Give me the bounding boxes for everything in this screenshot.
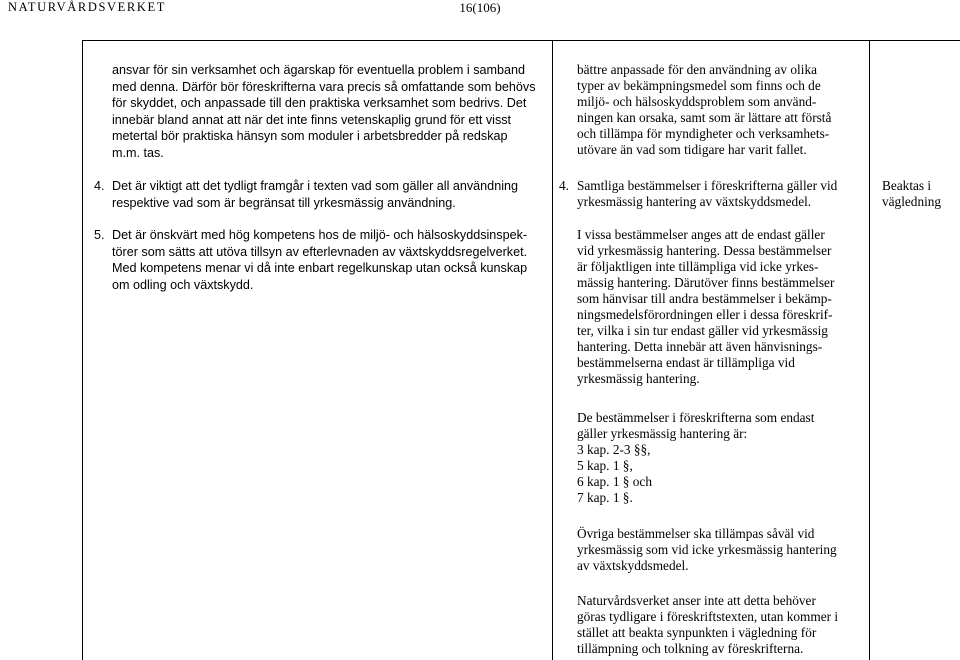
item-number: 4. (559, 178, 569, 193)
table-top-border (82, 40, 960, 41)
column-divider-1 (552, 40, 553, 660)
right-paragraph-1: I vissa bestämmelser anges att de endast gäller vid yrkesmässig hantering. Dessa bestämmelser är följaktligen inte tillämpliga vid icke yrkes- mässig hantering. Därutöver finns bestämmelser som hänvisar till andra bestämmelser i bekämp- ningsmedelsförordningen eller i dessa föreskrif- ter, vilka i sin tur endast gäller vid yrkesmässig hantering. Detta innebär att även hänvisnings- bestämmelserna endast är tillämpliga vid yrkesmässig hantering. (577, 227, 835, 386)
right-intro-paragraph: bättre anpassade för den användning av olika typer av bekämpningsmedel som finns och de miljö- och hälsoskyddsproblem som använd- ningen kan orsaka, samt som är lättare att förstå och tillämpa för myndigheter och verksamhets- utövare än vad som tidigare har varit fallet. (577, 62, 832, 157)
right-paragraph-4: Naturvårdsverket anser inte att detta behöver göras tydligare i föreskriftstexten, utan kommer i stället att beakta synpunkten i vägledning för tillämpning och tolkning av föreskrifterna. (577, 593, 839, 656)
column-divider-2 (869, 40, 870, 660)
action-note: Beaktas i vägledning (882, 178, 942, 209)
right-paragraph-2: De bestämmelser i föreskrifterna som endast gäller yrkesmässig hantering är: 3 kap. 2-3 §§, 5 kap. 1 §, 6 kap. 1 § och 7 kap. 1 §. (577, 410, 815, 505)
left-item-5: 5. Det är önskvärt med hög kompetens hos de miljö- och hälsoskyddsinspek- törer som sätts att utöva tillsyn av efterlevnaden av växtskyddsregelverket. Med kompetens menar vi då inte enbart regelkunskap utan också kunskap om odling och växtskydd. (94, 228, 528, 292)
table-left-border (82, 40, 83, 660)
right-paragraph-3: Övriga bestämmelser ska tillämpas såväl vid yrkesmässig som vid icke yrkesmässig hantering av växtskyddsmedel. (577, 526, 837, 573)
org-name: NATURVÅRDSVERKET (8, 0, 166, 14)
right-item-4: 4. Samtliga bestämmelser i föreskrifterna gäller vid yrkesmässig hantering av växtskyddsmedel. (559, 178, 838, 209)
page-header (0, 0, 960, 18)
item-number: 5. (94, 228, 105, 242)
left-item-4: 4. Det är viktigt att det tydligt framgår i texten vad som gäller all användning respektive vad som är begränsat till yrkesmässig användning. (94, 179, 519, 210)
item-number: 4. (94, 179, 105, 193)
left-intro-paragraph: ansvar för sin verksamhet och ägarskap för eventuella problem i samband med denna. Därför bör föreskrifterna vara precis så omfattande som behövs för skyddet, och anpassade till den praktiska verksamhet som bedrivs. Det innebär bland annat att när det inte finns vetenskaplig grund för ett visst metertal bör praktiska hänsyn som moduler i arbetsbredder på redskap m.m. tas. (112, 63, 536, 160)
page-number: 16(106) (459, 0, 501, 15)
